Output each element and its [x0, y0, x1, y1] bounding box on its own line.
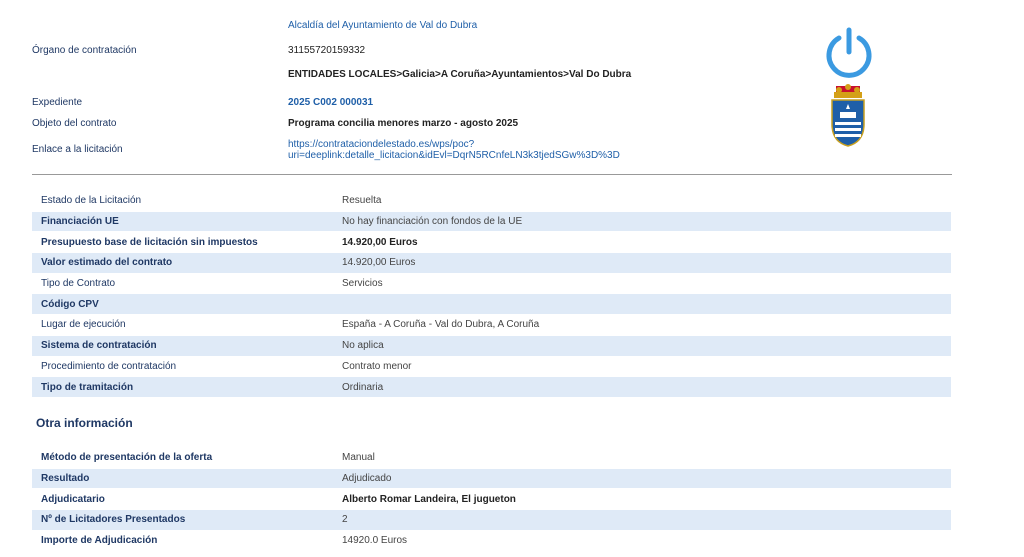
enlace-label: Enlace a la licitación — [32, 144, 123, 155]
row-value: Servicios — [342, 278, 383, 290]
enlace-link-line1: https://contrataciondelestado.es/wps/poc? — [288, 139, 475, 150]
row-label: Valor estimado del contrato — [41, 257, 173, 269]
table-row — [32, 315, 951, 336]
table-row — [32, 510, 951, 531]
row-value: Adjudicado — [342, 473, 392, 485]
row-label: Método de presentación de la oferta — [41, 452, 213, 464]
row-label: Importe de Adjudicación — [41, 535, 158, 547]
row-label: Código CPV — [41, 298, 99, 310]
table-row — [32, 212, 951, 233]
row-value: 2 — [342, 514, 348, 526]
table-row — [32, 357, 951, 378]
row-label: Estado de la Licitación — [41, 195, 142, 207]
table-row — [32, 191, 951, 212]
table-row — [32, 294, 951, 315]
table-row — [32, 469, 951, 490]
table-row — [32, 448, 951, 469]
table-row — [32, 377, 951, 398]
objeto-label: Objeto del contrato — [32, 118, 117, 129]
row-value: 14.920,00 Euros — [342, 257, 416, 269]
expediente-label: Expediente — [32, 97, 83, 108]
row-label: Presupuesto base de licitación sin impuestos — [41, 236, 258, 248]
power-icon[interactable] — [824, 26, 874, 80]
table-row — [32, 531, 951, 552]
row-value: Manual — [342, 452, 375, 464]
objeto-value: Programa concilia menores marzo - agosto 2025 — [288, 118, 519, 129]
row-label: Tipo de Contrato — [41, 278, 116, 290]
table-row — [32, 232, 951, 253]
municipal-crest-icon — [826, 82, 870, 148]
table-row — [32, 336, 951, 357]
row-value: España - A Coruña - Val do Dubra, A Coruña — [342, 319, 540, 331]
expediente-value: 2025 C002 000031 — [288, 97, 374, 108]
organo-path: ENTIDADES LOCALES>Galicia>A Coruña>Ayuntamientos>Val Do Dubra — [288, 69, 632, 80]
row-value: No aplica — [342, 340, 384, 352]
row-value: Contrato menor — [342, 360, 412, 372]
row-value: Ordinaria — [342, 381, 384, 393]
row-value: Resuelta — [342, 195, 382, 207]
alcaldia-title: Alcaldía del Ayuntamiento de Val do Dubra — [288, 20, 478, 31]
row-label: Resultado — [41, 473, 90, 485]
row-value: 14.920,00 Euros — [342, 236, 418, 248]
enlace-link[interactable] — [288, 139, 620, 161]
organo-id: 31155720159332 — [288, 45, 366, 56]
header-divider — [32, 174, 952, 175]
row-value: 14920.0 Euros — [342, 535, 408, 547]
row-label: Nº de Licitadores Presentados — [41, 514, 186, 526]
row-label: Procedimiento de contratación — [41, 360, 177, 372]
otra-informacion-table — [32, 448, 951, 551]
enlace-link-line2: uri=deeplink:detalle_licitacion&idEvl=DqrN5RCnfeLN3k3tjedSGw%3D%3D — [288, 150, 620, 161]
row-value: Alberto Romar Landeira, El jugueton — [342, 493, 516, 505]
organo-label: Órgano de contratación — [32, 45, 137, 56]
table-row — [32, 489, 951, 510]
row-value: No hay financiación con fondos de la UE — [342, 216, 523, 228]
row-label: Tipo de tramitación — [41, 381, 134, 393]
row-label: Sistema de contratación — [41, 340, 157, 352]
details-table — [32, 191, 951, 398]
table-row — [32, 274, 951, 295]
row-label: Adjudicatario — [41, 493, 105, 505]
row-label: Financiación UE — [41, 216, 119, 228]
row-label: Lugar de ejecución — [41, 319, 126, 331]
otra-informacion-title: Otra información — [36, 416, 133, 430]
table-row — [32, 253, 951, 274]
